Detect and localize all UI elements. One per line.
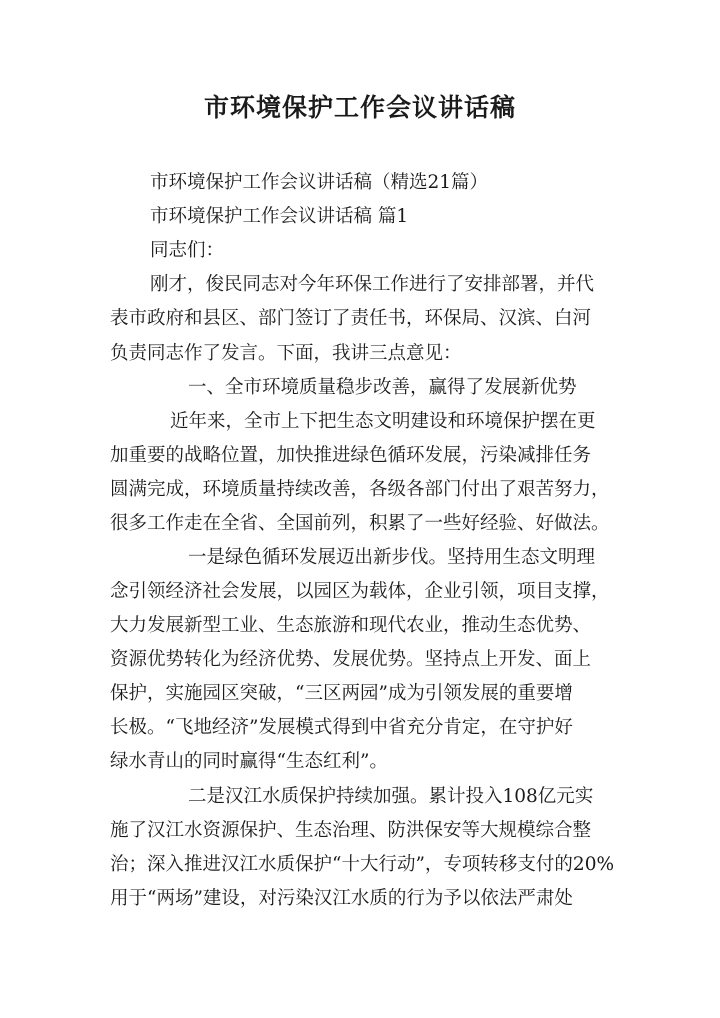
paragraph-line: 刚才，俊民同志对今年环保工作进行了安排部署，并代 — [150, 274, 595, 295]
paragraph-line: 表市政府和县区、部门签订了责任书，环保局、汉滨、白河 — [110, 308, 592, 329]
paragraph-line: 加重要的战略位置，加快推进绿色循环发展，污染减排任务 — [110, 445, 592, 466]
paragraph-line: 施了汉江水资源保护、生态治理、防洪保安等大规模综合整 — [110, 820, 592, 841]
paragraph-line: 二是汉江水质保护持续加强。累计投入108亿元实 — [188, 786, 594, 807]
paragraph-line: 念引领经济社会发展，以园区为载体，企业引领，项目支撑， — [110, 581, 610, 602]
paragraph-line: 一是绿色循环发展迈出新步伐。坚持用生态文明理 — [188, 547, 596, 568]
paragraph-line: 治；深入推进汉江水质保护“十大行动”，专项转移支付的20% — [110, 854, 615, 875]
paragraph-line: 长极。“飞地经济”发展模式得到中省充分肯定，在守护好 — [110, 717, 573, 738]
paragraph-line: 绿水青山的同时赢得“生态红利”。 — [110, 751, 388, 772]
salutation-line: 同志们： — [150, 240, 225, 261]
paragraph-line: 负责同志作了发言。下面，我讲三点意见： — [110, 343, 462, 364]
paragraph-line: 近年来，全市上下把生态文明建设和环境保护摆在更 — [170, 411, 596, 432]
paragraph-line: 圆满完成，环境质量持续改善，各级各部门付出了艰苦努力， — [110, 479, 610, 500]
document-title: 市环境保护工作会议讲话稿 — [203, 93, 516, 122]
paragraph-line: 很多工作走在全省、全国前列，积累了一些好经验、好做法。 — [110, 513, 610, 534]
paragraph-line: 大力发展新型工业、生态旅游和现代农业，推动生态优势、 — [110, 615, 592, 636]
subtitle-line: 市环境保护工作会议讲话稿（精选21篇） — [150, 172, 489, 193]
paragraph-line: 保护，实施园区突破，“三区两园”成为引领发展的重要增 — [110, 683, 573, 704]
paragraph-line: 用于“两场”建设，对污染汉江水质的行为予以依法严肃处 — [110, 888, 573, 909]
section-heading-line: 市环境保护工作会议讲话稿 篇1 — [150, 206, 409, 227]
heading-line: 一、全市环境质量稳步改善，赢得了发展新优势 — [188, 377, 577, 398]
paragraph-line: 资源优势转化为经济优势、发展优势。坚持点上开发、面上 — [110, 649, 592, 670]
